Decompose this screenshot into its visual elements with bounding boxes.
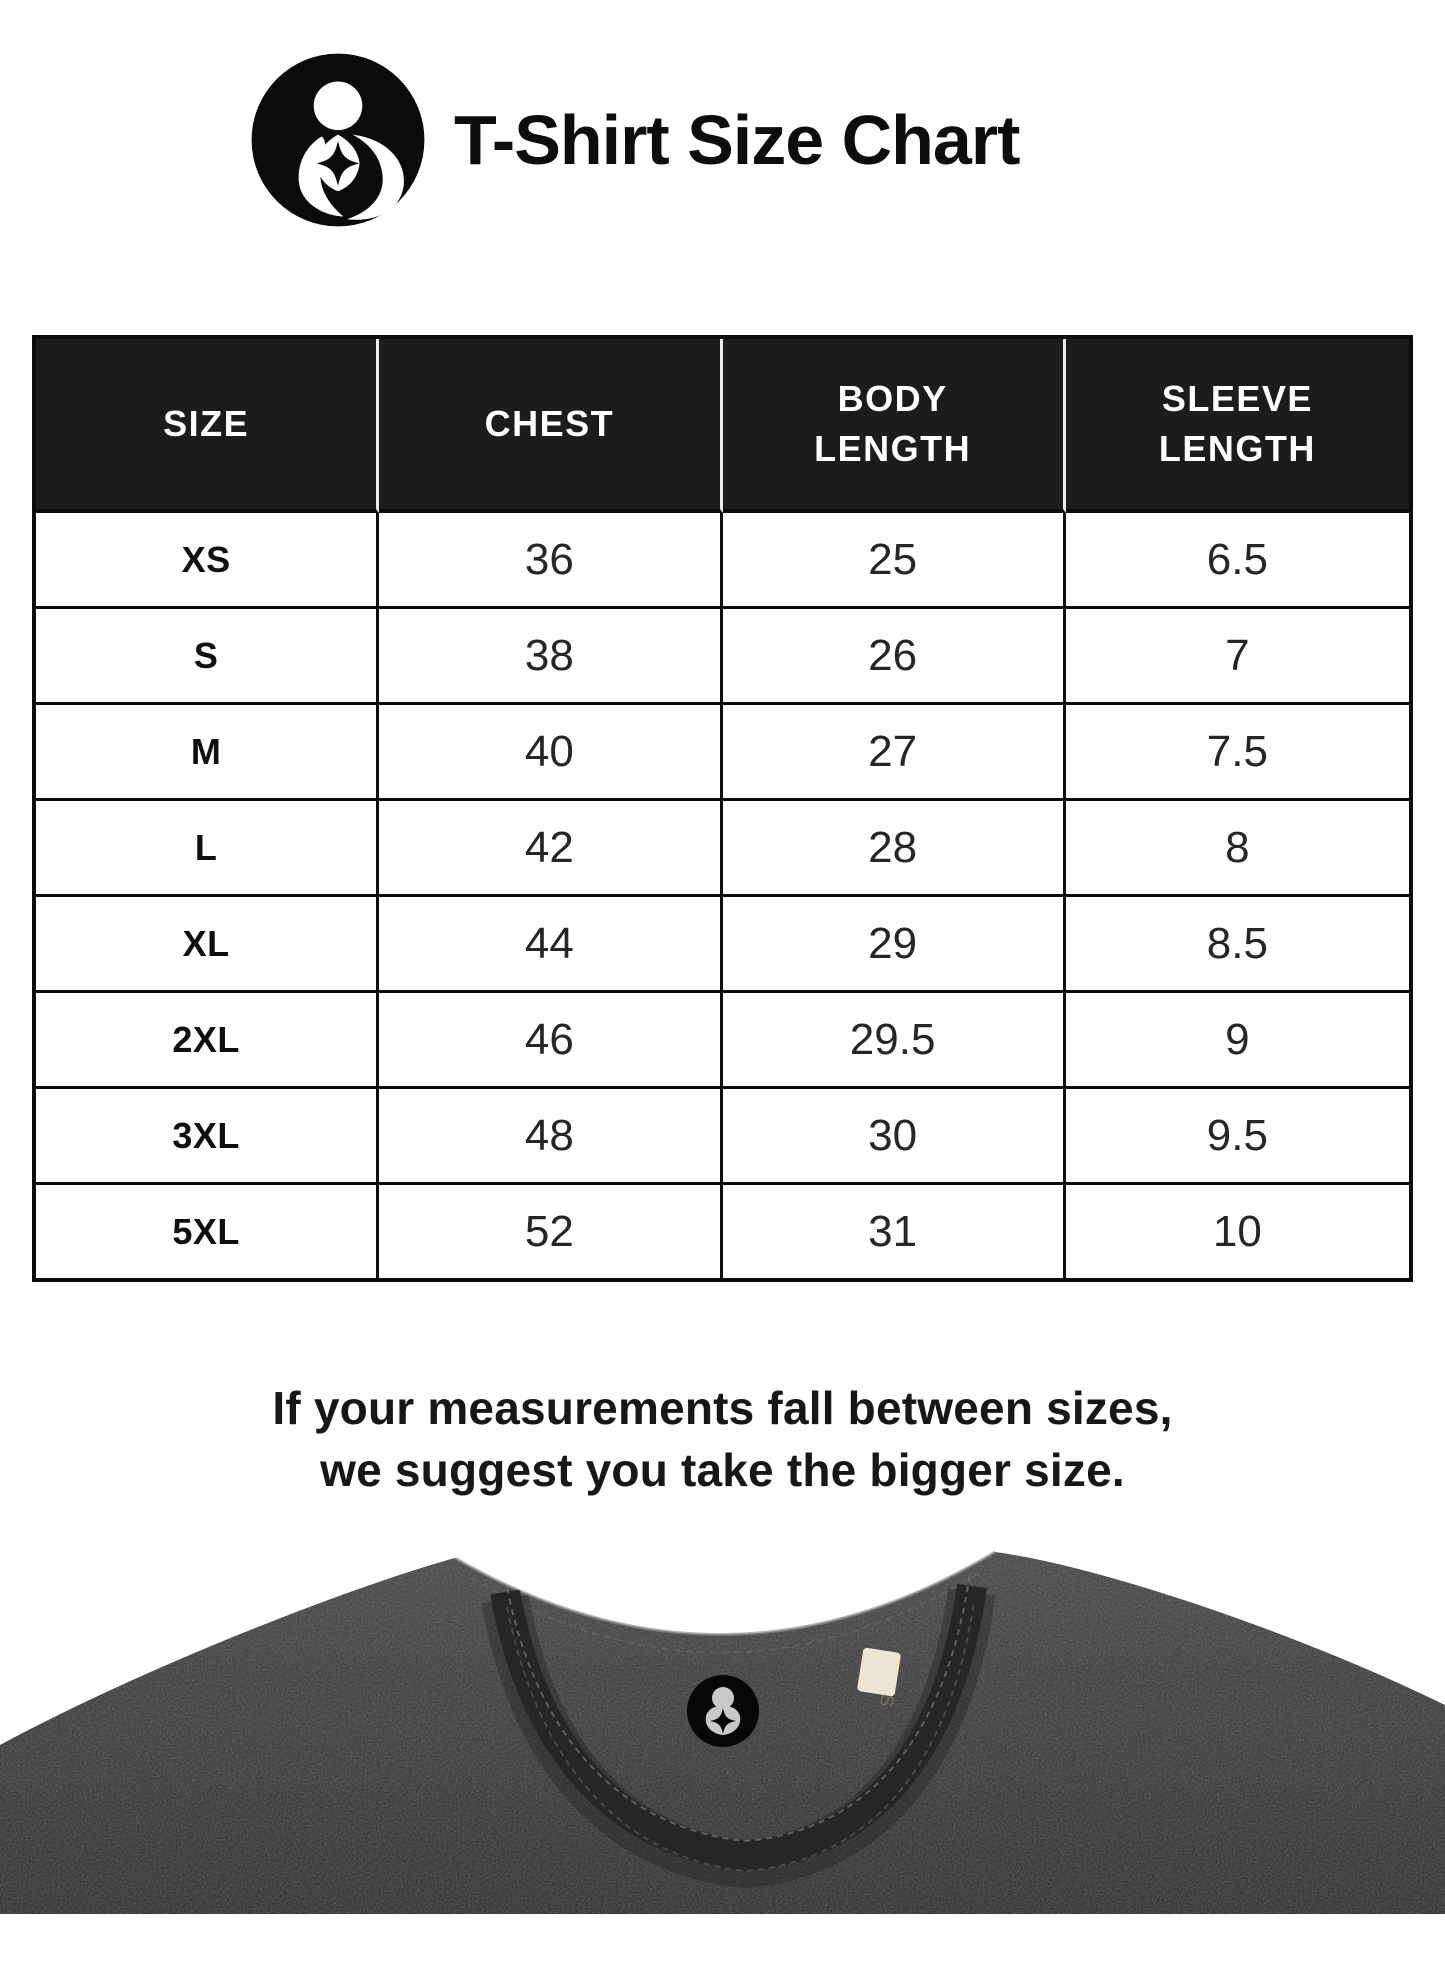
chest-value: 36 (379, 513, 722, 609)
chest-value: 52 (379, 1185, 722, 1278)
size-label: 5XL (36, 1185, 379, 1278)
size-label: XS (36, 513, 379, 609)
sleeve-length-value: 7 (1066, 609, 1409, 705)
size-tag-text: S (874, 1692, 898, 1709)
body-length-value: 30 (723, 1089, 1066, 1185)
table-row (36, 513, 1409, 609)
tshirt-collar-image (0, 1544, 1445, 1914)
fit-note (0, 1377, 1445, 1501)
table-row (36, 609, 1409, 705)
chest-value: 40 (379, 705, 722, 801)
size-label: 2XL (36, 993, 379, 1089)
neck-label-logo (687, 1675, 759, 1747)
tshirt-photo (0, 1544, 1445, 1914)
body-length-value: 28 (723, 801, 1066, 897)
column-header-chest: CHEST (379, 339, 722, 513)
chest-value: 38 (379, 609, 722, 705)
sleeve-length-value: 9 (1066, 993, 1409, 1089)
brand-header (248, 50, 1445, 230)
sleeve-length-value: 7.5 (1066, 705, 1409, 801)
sleeve-length-value: 9.5 (1066, 1089, 1409, 1185)
size-label: S (36, 609, 379, 705)
sleeve-length-value: 10 (1066, 1185, 1409, 1278)
body-length-value: 25 (723, 513, 1066, 609)
size-label: M (36, 705, 379, 801)
size-chart-table (32, 335, 1413, 1282)
chest-value: 46 (379, 993, 722, 1089)
brand-logo-icon (248, 50, 428, 230)
sleeve-length-value: 6.5 (1066, 513, 1409, 609)
table-row (36, 1185, 1409, 1278)
size-chart-header (36, 339, 1409, 513)
table-row (36, 897, 1409, 993)
size-label: L (36, 801, 379, 897)
table-row (36, 801, 1409, 897)
body-length-value: 29.5 (723, 993, 1066, 1089)
chest-value: 42 (379, 801, 722, 897)
chest-value: 48 (379, 1089, 722, 1185)
chest-value: 44 (379, 897, 722, 993)
size-label: XL (36, 897, 379, 993)
body-length-value: 27 (723, 705, 1066, 801)
body-length-value: 26 (723, 609, 1066, 705)
sleeve-length-value: 8 (1066, 801, 1409, 897)
fit-note-line1: If your measurements fall between sizes, (272, 1382, 1173, 1434)
column-header-size: SIZE (36, 339, 379, 513)
table-row (36, 705, 1409, 801)
body-length-value: 29 (723, 897, 1066, 993)
page-title: T-Shirt Size Chart (454, 101, 1020, 179)
body-length-value: 31 (723, 1185, 1066, 1278)
table-row (36, 1089, 1409, 1185)
column-header-body-length: BODY LENGTH (723, 339, 1066, 513)
column-header-sleeve-length: SLEEVE LENGTH (1066, 339, 1409, 513)
fit-note-line2: we suggest you take the bigger size. (320, 1444, 1125, 1497)
table-row (36, 993, 1409, 1089)
sleeve-length-value: 8.5 (1066, 897, 1409, 993)
size-label: 3XL (36, 1089, 379, 1185)
